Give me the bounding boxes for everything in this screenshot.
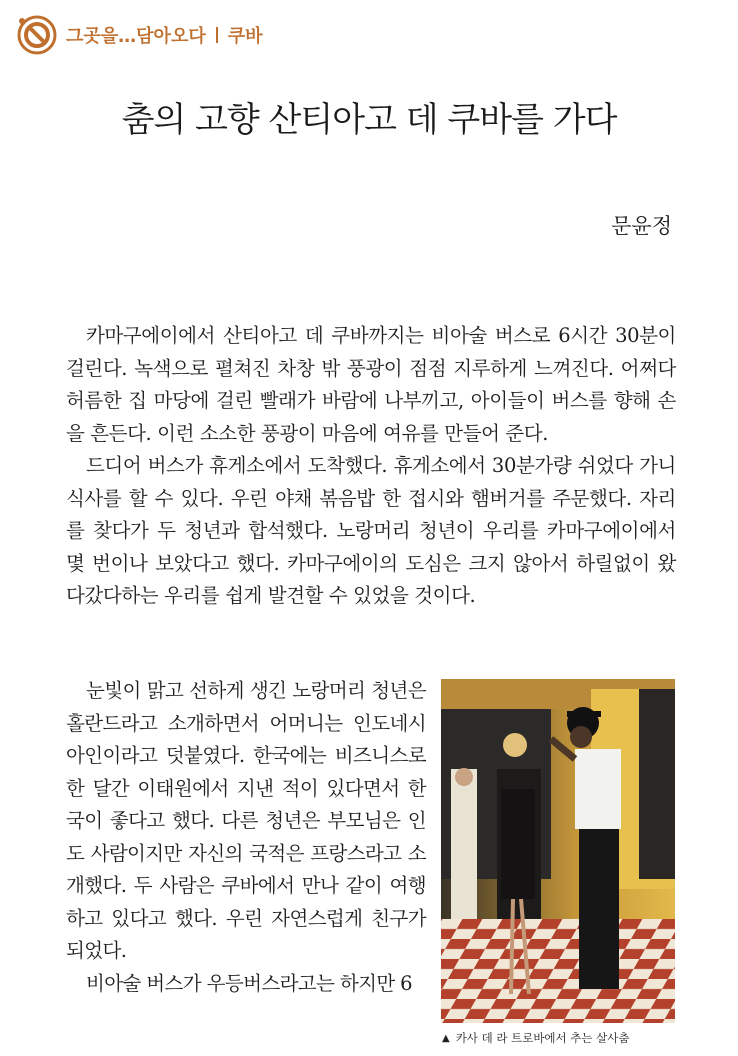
paragraph-2: 드디어 버스가 휴게소에서 도착했다. 휴게소에서 30분가량 쉬었다 가니 식사를 할 수 있다. 우린 야채 볶음밥 한 접시와 햄버거를 주문했다. 자리를 찾다가 두 청년과 합석했다. 노랑머리 청년이 우리를 카마구에이에서 몇 번이나 보았다고 했다. 카마구에이의 도심은 크지 않아서 하릴없이 왔다갔다하는 우리를 쉽게 발견할 수 있었을 것이다. (66, 454, 676, 607)
paragraph-3: 눈빛이 맑고 선하게 생긴 노랑머리 청년은 홀란드라고 소개하면서 어머니는 인도네시아인이라고 덧붙였다. 한국에는 비즈니스로 한 달간 이태원에서 지낸 적이 있다면서 한국이 좋다고 했다. 다른 청년은 부모님은 인도 사람이지만 자신의 국적은 프랑스라고 소개했다. 두 사람은 쿠바에서 만나 같이 여행하고 있다고 했다. 우린 자연스럽게 친구가 되었다. (66, 679, 426, 962)
article-author: 문윤정 (611, 214, 672, 238)
article-body-wrapped (66, 675, 426, 1000)
paragraph-1: 카마구에이에서 산티아고 데 쿠바까지는 비아술 버스로 6시간 30분이 걸린다. 녹색으로 펼쳐진 차창 밖 풍광이 점점 지루하게 느껴진다. 어쩌다 허름한 집 마당에 걸린 빨래가 바람에 나부끼고, 아이들이 버스를 향해 손을 흔든다. 이런 소소한 풍광이 마음에 여유를 만들어 준다. (66, 324, 676, 445)
article-body (66, 320, 676, 613)
article-title: 춤의 고향 산티아고 데 쿠바를 가다 (121, 100, 617, 140)
caption-text: 카사 데 라 트로바에서 추는 살사춤 (455, 1031, 630, 1045)
header-category-label: 쿠바 (227, 26, 263, 47)
caption-triangle-icon: ▲ (442, 1032, 450, 1044)
section-header (16, 14, 263, 56)
photo-caption (442, 1030, 630, 1046)
header-section-label: 그곳을…담아오다 (66, 26, 206, 47)
paragraph-4: 비아술 버스가 우등버스라고는 하지만 6 (86, 971, 412, 995)
salsa-photo (441, 679, 675, 1023)
no-sign-icon (16, 14, 58, 56)
header-divider (216, 27, 218, 43)
